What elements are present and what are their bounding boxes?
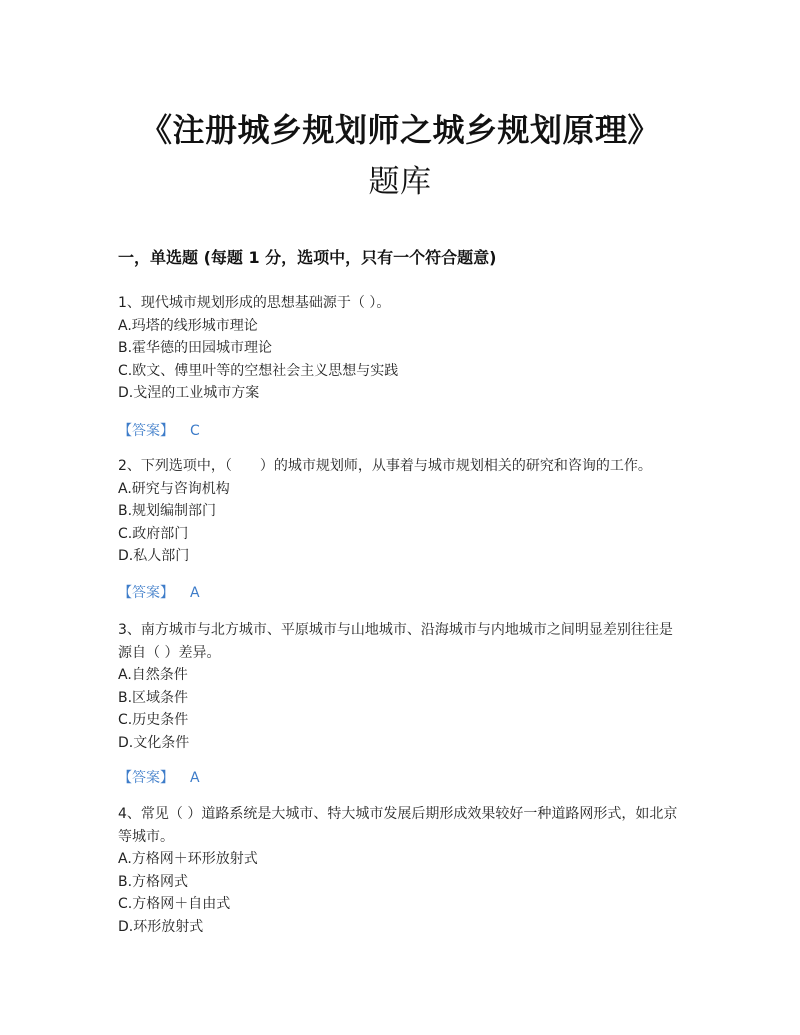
option-d: D.文化条件 [118, 734, 190, 751]
question-stem: 2、下列选项中，（ ）的城市规划师，从事着与城市规划相关的研究和咨询的工作。 [118, 458, 652, 474]
answer-3 [118, 767, 200, 789]
option-b: B.霍华德的田园城市理论 [118, 340, 273, 356]
option-d: D.私人部门 [118, 548, 190, 564]
answer-value: A [190, 585, 200, 601]
option-c: C.方格网＋自由式 [118, 896, 231, 912]
option-a: A.方格网＋环形放射式 [118, 851, 258, 867]
option-c: C.政府部门 [118, 525, 189, 542]
answer-1 [118, 420, 200, 442]
answer-value: C [190, 423, 200, 439]
section-heading: 一，单选题 (每题 1 分，选项中，只有一个符合题意) [118, 248, 497, 267]
document-title: 《注册城乡规划师之城乡规划原理》 [139, 111, 660, 149]
question-stem: 4、常见（ ）道路系统是大城市、特大城市发展后期形成效果较好一种道路网形式，如北京等城市。 [118, 806, 678, 845]
question-stem: 3、南方城市与北方城市、平原城市与山地城市、沿海城市与内地城市之间明显差别往往是源自（ ）差异。 [118, 622, 673, 661]
answer-2 [118, 582, 200, 604]
option-b: B.方格网式 [118, 873, 189, 890]
option-c: C.欧文、傅里叶等的空想社会主义思想与实践 [118, 362, 399, 379]
option-a: A.玛塔的线形城市理论 [118, 317, 258, 334]
question-3 [118, 619, 678, 754]
option-a: A.自然条件 [118, 667, 188, 683]
question-2 [118, 455, 678, 568]
answer-label: 【答案】 [118, 585, 174, 601]
question-4 [118, 803, 678, 938]
question-1 [118, 292, 678, 405]
option-a: A.研究与咨询机构 [118, 480, 230, 497]
answer-label: 【答案】 [118, 423, 174, 439]
option-b: B.区域条件 [118, 689, 189, 706]
answer-value: A [190, 770, 200, 786]
question-stem: 1、现代城市规划形成的思想基础源于（ ）。 [118, 295, 391, 311]
option-c: C.历史条件 [118, 712, 189, 728]
option-b: B.规划编制部门 [118, 503, 217, 519]
option-d: D.环形放射式 [118, 918, 204, 935]
option-d: D.戈涅的工业城市方案 [118, 385, 260, 401]
document-subtitle: 题库 [368, 164, 432, 200]
answer-label: 【答案】 [118, 770, 174, 786]
